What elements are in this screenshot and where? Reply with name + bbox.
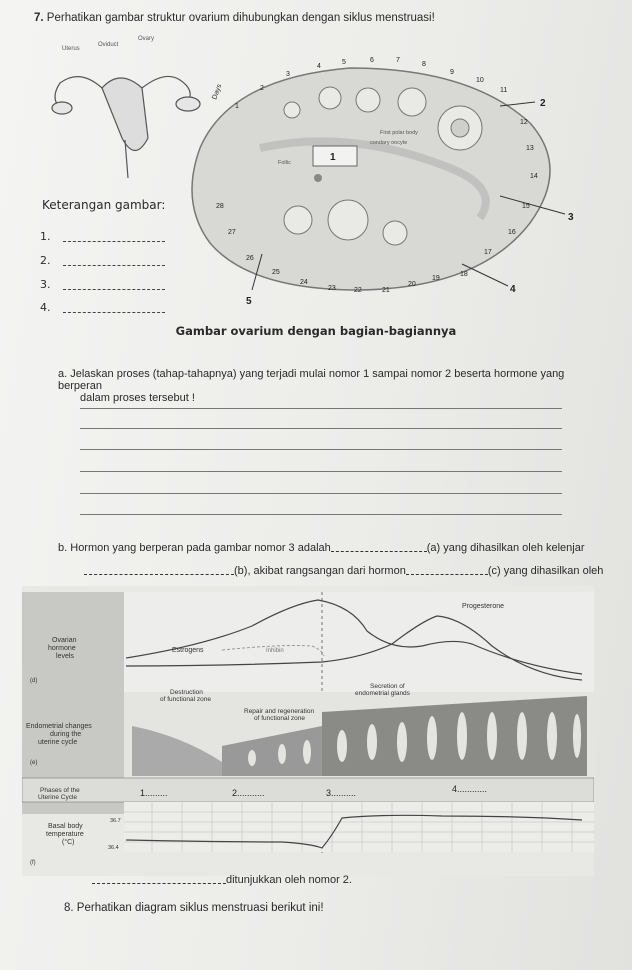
day-27: 27 bbox=[228, 229, 236, 236]
uterus-illustration bbox=[52, 76, 200, 178]
svg-text:uterine cycle: uterine cycle bbox=[38, 739, 78, 746]
day-18: 18 bbox=[460, 271, 468, 278]
phases-label: Phases of the bbox=[40, 787, 80, 794]
svg-text:1: 1 bbox=[330, 152, 336, 163]
blank-b[interactable] bbox=[84, 574, 234, 575]
day-23: 23 bbox=[328, 285, 336, 292]
secretion-label: Secretion of bbox=[370, 683, 405, 690]
question-b: b. Hormon yang berperan pada gambar nomor 3 adalah (a) yang dihasilkan oleh kelenjar bbox=[58, 542, 585, 554]
day-13: 13 bbox=[526, 145, 534, 152]
uterus-label: Uterus bbox=[62, 46, 80, 52]
day-1: 1 bbox=[235, 103, 239, 110]
day-16: 16 bbox=[508, 229, 516, 236]
secondary-oocyte-label: condary oocyte bbox=[370, 140, 408, 146]
answer-line[interactable] bbox=[80, 514, 562, 515]
day-14: 14 bbox=[530, 173, 538, 180]
day-17: 17 bbox=[484, 249, 492, 256]
blank-c[interactable] bbox=[406, 574, 488, 575]
estrogens-label: Estrogens bbox=[172, 647, 204, 654]
panel-e-label: (d) bbox=[30, 678, 38, 684]
day-15: 15 bbox=[522, 203, 530, 210]
svg-text:of functional zone: of functional zone bbox=[254, 715, 305, 722]
day-10: 10 bbox=[476, 77, 484, 84]
progesterone-label: Progesterone bbox=[462, 603, 505, 610]
phase-blank-4[interactable]: 4............ bbox=[452, 784, 488, 794]
blank-d[interactable] bbox=[92, 883, 226, 884]
temp-tick-high: 36.7 bbox=[110, 818, 121, 824]
day-28: 28 bbox=[216, 203, 224, 210]
question-b-continued: (b), akibat rangsangan dari hormon (c) yang dihasilkan oleh bbox=[84, 565, 603, 577]
svg-text:5: 5 bbox=[246, 296, 252, 307]
day-5: 5 bbox=[342, 59, 346, 66]
legend-item-4: 4. bbox=[40, 301, 165, 314]
svg-text:temperature: temperature bbox=[46, 831, 84, 838]
figure-caption: Gambar ovarium dengan bagian-bagiannya bbox=[175, 324, 457, 338]
svg-text:2: 2 bbox=[540, 98, 546, 109]
day-8: 8 bbox=[422, 61, 426, 68]
question-a: a. Jelaskan proses (tahap-tahapnya) yang terjadi mulai nomor 1 sampai nomor 2 beserta hormone yang berperan dalam proses tersebut ! bbox=[58, 368, 565, 404]
phase-blank-1[interactable]: 1......... bbox=[140, 788, 168, 798]
answer-line[interactable] bbox=[80, 408, 562, 409]
answer-line[interactable] bbox=[80, 428, 562, 429]
first-polar-body-label: First polar body bbox=[380, 130, 418, 136]
answer-line[interactable] bbox=[80, 493, 562, 494]
day-9: 9 bbox=[450, 69, 454, 76]
blank-a[interactable] bbox=[331, 551, 427, 552]
day-11: 11 bbox=[500, 87, 508, 94]
phase-blank-2[interactable]: 2........... bbox=[232, 788, 265, 798]
svg-text:endometrial glands: endometrial glands bbox=[355, 690, 410, 697]
inhibin-label: Inhibin bbox=[266, 648, 284, 654]
panel-f-label: (f) bbox=[30, 860, 36, 866]
day-6: 6 bbox=[370, 57, 374, 64]
callout-1 bbox=[313, 146, 357, 166]
day-12: 12 bbox=[520, 119, 528, 126]
days-label: Days bbox=[211, 83, 224, 101]
legend-title: Keterangan gambar: bbox=[42, 198, 166, 212]
svg-text:during the: during the bbox=[50, 731, 82, 738]
day-3: 3 bbox=[286, 71, 290, 78]
day-25: 25 bbox=[272, 269, 280, 276]
legend-item-3: 3. bbox=[40, 278, 165, 291]
oviduct-label: Oviduct bbox=[98, 42, 119, 48]
day-24: 24 bbox=[300, 279, 308, 286]
panel-label: (e) bbox=[30, 760, 38, 766]
question-7-title: 7. Perhatikan gambar struktur ovarium dihubungkan dengan siklus menstruasi! bbox=[34, 12, 435, 24]
repair-label: Repair and regeneration bbox=[244, 708, 315, 715]
svg-text:Uterine Cycle: Uterine Cycle bbox=[38, 794, 78, 801]
phase-blank-3[interactable]: 3.......... bbox=[326, 788, 357, 798]
day-7: 7 bbox=[396, 57, 400, 64]
svg-text:4: 4 bbox=[510, 284, 516, 295]
day-4: 4 bbox=[317, 63, 321, 70]
ovarian-hormone-label: Ovarian bbox=[52, 637, 77, 644]
svg-text:of functional zone: of functional zone bbox=[160, 696, 211, 703]
svg-text:hormone: hormone bbox=[48, 645, 76, 652]
svg-text:(°C): (°C) bbox=[62, 839, 75, 846]
day-26: 26 bbox=[246, 255, 254, 262]
legend-item-2: 2. bbox=[40, 254, 165, 267]
day-19: 19 bbox=[432, 275, 440, 282]
temp-label: Basal body bbox=[48, 823, 83, 830]
legend-item-1: 1. bbox=[40, 230, 165, 243]
answer-line[interactable] bbox=[80, 471, 562, 472]
shown-by-number-2: ditunjukkan oleh nomor 2. bbox=[92, 874, 352, 886]
ovary-label: Ovary bbox=[138, 36, 155, 42]
day-22: 22 bbox=[354, 287, 362, 294]
day-21: 21 bbox=[382, 287, 390, 294]
day-20: 20 bbox=[408, 281, 416, 288]
endometrial-changes-label: Endometrial changes bbox=[26, 723, 92, 730]
day-2: 2 bbox=[260, 85, 264, 92]
answer-line[interactable] bbox=[80, 449, 562, 450]
svg-text:levels: levels bbox=[56, 653, 74, 660]
follicle-label: Follic bbox=[278, 160, 291, 166]
menstrual-cycle-chart bbox=[22, 586, 594, 876]
temp-tick-low: 36.4 bbox=[108, 845, 119, 851]
question-8: 8. Perhatikan diagram siklus menstruasi berikut ini! bbox=[64, 902, 324, 914]
destruction-label: Destruction bbox=[170, 689, 203, 696]
svg-text:3: 3 bbox=[568, 212, 574, 223]
